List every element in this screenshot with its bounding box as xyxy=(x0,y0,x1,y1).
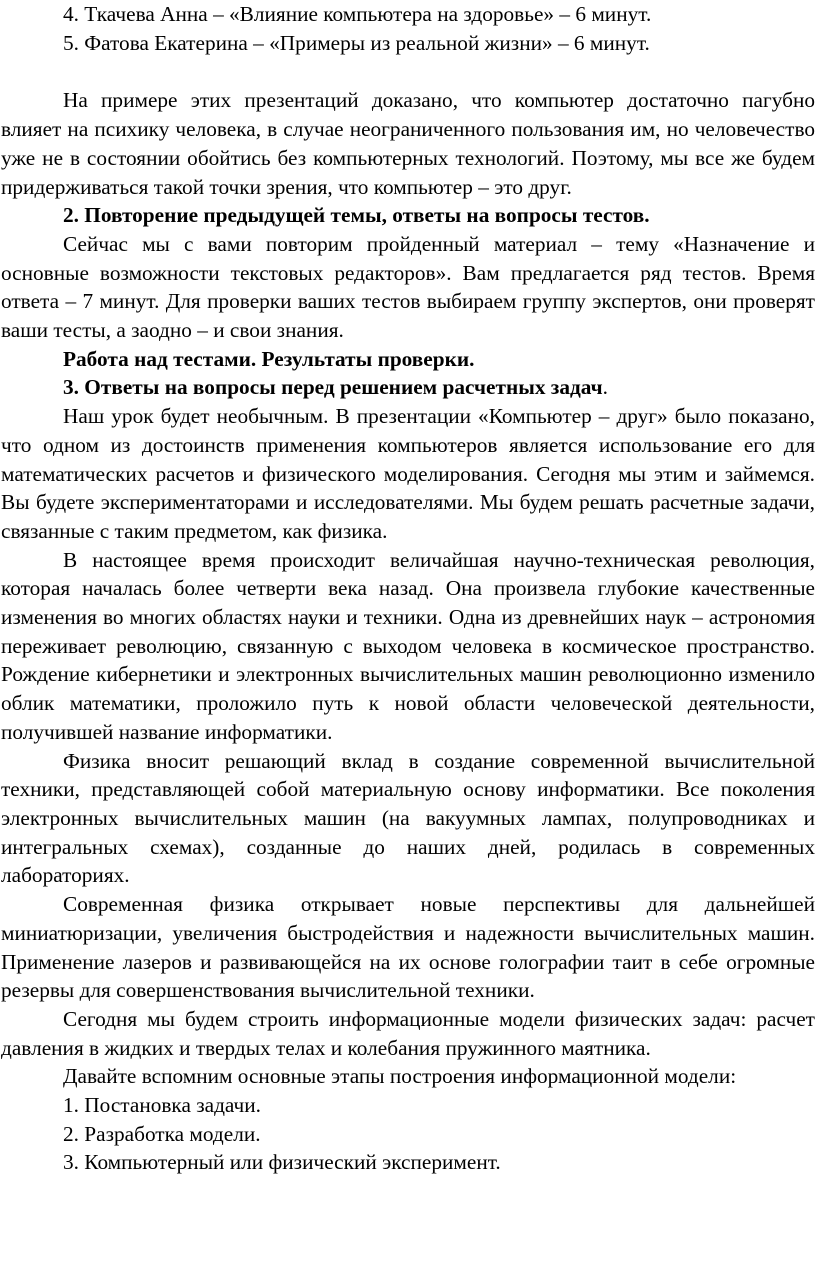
paragraph-conclusion: На примере этих презентаций доказано, что компьютер достаточно пагубно влияет на психику человека, в случае неограниченного пользования им, но человечество уже не в состоянии обойтись без компьютерных технологий. Поэтому, мы все же будем придерживаться такой точки зрения, что компьютер – это друг. xyxy=(1,88,815,199)
paragraph-revolution: В настоящее время происходит величайшая научно-техническая революция, которая началась более четверти века назад. Она произвела глубокие качественные изменения во многих областях науки и техники. Одна из древнейших наук – астрономия переживает революцию, связанную с выходом человека в космическое пространство. Рождение кибернетики и электронных вычислительных машин революционно изменило облик математики, проложило путь к новой области человеческой деятельности, получившей название информатики. xyxy=(1,547,815,744)
paragraph-review: Сейчас мы с вами повторим пройденный материал – тему «Назначение и основные возможности текстовых редакторов». Вам предлагается ряд тестов. Время ответа – 7 минут. Для проверки ваших тестов выбираем группу экспертов, они проверят ваши тесты, а заодно – и свои знания. xyxy=(1,231,815,343)
section-heading-2: 2. Повторение предыдущей темы, ответы на вопросы тестов. xyxy=(63,203,650,228)
model-step: 2. Разработка модели. xyxy=(63,1121,261,1146)
section-heading-3 xyxy=(1,373,815,402)
section-heading-3-period: . xyxy=(602,375,608,400)
blank-line xyxy=(1,57,815,86)
paragraph-modern-physics: Современная физика открывает новые перспективы для дальнейшей миниатюризации, увеличения быстродействия и надежности вычислительных машин. Применение лазеров и развивающейся на их основе голографии таит в себе огромные резервы для совершенствования вычислительной техники. xyxy=(1,892,815,1003)
section-heading-3-text: 3. Ответы на вопросы перед решением расчетных задач xyxy=(63,375,603,400)
paragraph-today: Сегодня мы будем строить информационные модели физических задач: расчет давления в жидких и твердых телах и колебания пружинного маятника. xyxy=(1,1006,815,1060)
model-step: 1. Постановка задачи. xyxy=(63,1093,261,1118)
list-item: 5. Фатова Екатерина – «Примеры из реальной жизни» – 6 минут. xyxy=(63,30,650,55)
paragraph-unusual-lesson: Наш урок будет необычным. В презентации «Компьютер – друг» было показано, что одном из достоинств применения компьютеров является использование его для математических расчетов и физического моделирования. Сегодня мы этим и займемся. Вы будете экспериментаторами и исследователями. Мы будем решать расчетные задачи, связанные с таким предметом, как физика. xyxy=(1,404,815,543)
tests-heading: Работа над тестами. Результаты проверки. xyxy=(63,346,475,371)
model-step: 3. Компьютерный или физический эксперимент. xyxy=(63,1150,501,1175)
paragraph-recall: Давайте вспомним основные этапы построения информационной модели: xyxy=(63,1064,737,1089)
list-item: 4. Ткачева Анна – «Влияние компьютера на здоровье» – 6 минут. xyxy=(63,2,652,26)
paragraph-physics: Физика вносит решающий вклад в создание современной вычислительной техники, представляющей собой материальную основу информатики. Все поколения электронных вычислительных машин (на вакуумных лампах, полупроводниках и интегральных схемах), созданные до наших дней, родилась в современных лабораториях. xyxy=(1,748,815,888)
